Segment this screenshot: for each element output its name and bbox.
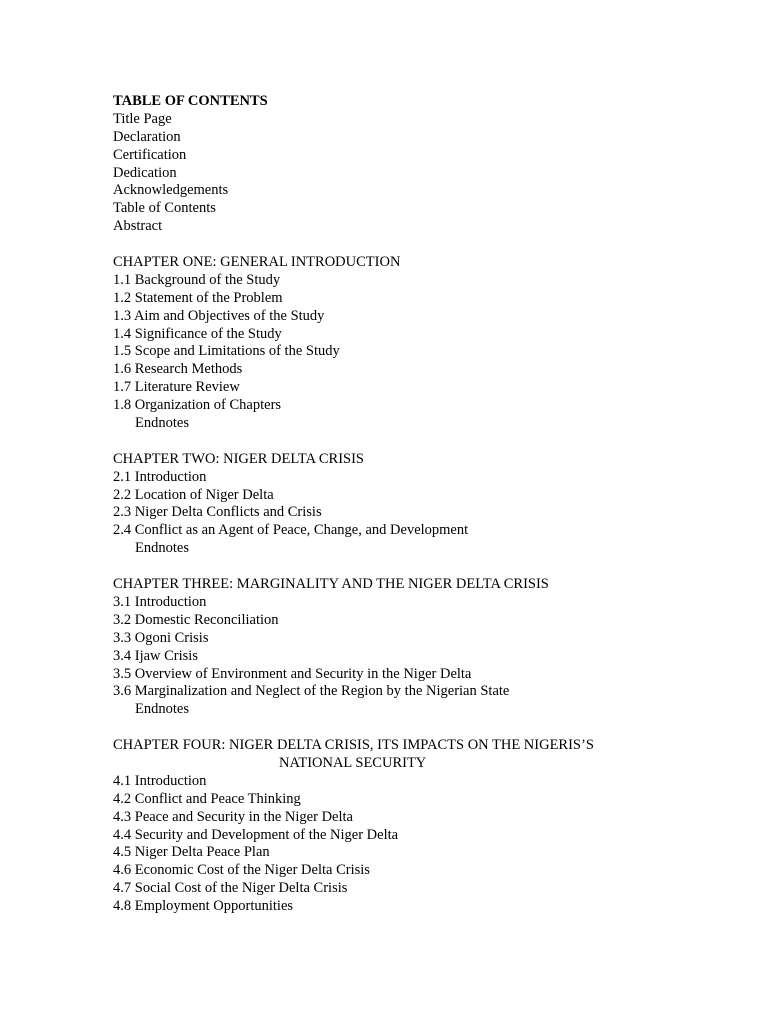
endnotes-item: Endnotes bbox=[135, 415, 189, 432]
section-item: 4.8 Employment Opportunities bbox=[113, 898, 294, 915]
section-item: 2.3 Niger Delta Conflicts and Crisis bbox=[113, 504, 322, 521]
toc-heading: TABLE OF CONTENTS bbox=[113, 93, 268, 109]
section-item: 1.4 Significance of the Study bbox=[113, 325, 282, 342]
chapter-title: CHAPTER TWO: NIGER DELTA CRISIS bbox=[113, 450, 364, 467]
chapter-title: CHAPTER THREE: MARGINALITY AND THE NIGER DELTA CRISIS bbox=[113, 576, 549, 593]
spacer bbox=[113, 719, 733, 737]
section-item: 2.1 Introduction bbox=[113, 468, 207, 485]
section-item: 2.4 Conflict as an Agent of Peace, Change, and Development bbox=[113, 522, 469, 539]
section-item: 4.1 Introduction bbox=[113, 772, 207, 789]
section-item: 3.6 Marginalization and Neglect of the Region by the Nigerian State bbox=[113, 683, 510, 700]
section-item: 1.7 Literature Review bbox=[113, 379, 240, 396]
chapter-three bbox=[113, 576, 733, 719]
section-item: 1.5 Scope and Limitations of the Study bbox=[113, 343, 340, 360]
section-item: 3.5 Overview of Environment and Security in the Niger Delta bbox=[113, 665, 472, 682]
chapter-two bbox=[113, 451, 733, 558]
spacer bbox=[113, 433, 733, 451]
section-item: 4.5 Niger Delta Peace Plan bbox=[113, 844, 270, 861]
front-matter-item: Table of Contents bbox=[113, 200, 216, 217]
section-item: 1.6 Research Methods bbox=[113, 361, 243, 378]
spacer bbox=[113, 236, 733, 254]
section-item: 1.1 Background of the Study bbox=[113, 271, 281, 288]
chapter-one bbox=[113, 254, 733, 433]
section-item: 4.7 Social Cost of the Niger Delta Crisis bbox=[113, 880, 348, 897]
section-item: 3.3 Ogoni Crisis bbox=[113, 629, 209, 646]
front-matter-item: Dedication bbox=[113, 164, 177, 181]
front-matter-item: Declaration bbox=[113, 128, 181, 145]
section-item: 2.2 Location of Niger Delta bbox=[113, 486, 274, 503]
section-item: 3.2 Domestic Reconciliation bbox=[113, 611, 279, 628]
section-item: 4.4 Security and Development of the Niger Delta bbox=[113, 826, 399, 843]
section-item: 4.6 Economic Cost of the Niger Delta Crisis bbox=[113, 862, 370, 879]
chapter-title-continued: NATIONAL SECURITY bbox=[279, 754, 427, 771]
front-matter-item: Certification bbox=[113, 146, 187, 163]
front-matter-item: Acknowledgements bbox=[113, 182, 229, 199]
endnotes-item: Endnotes bbox=[135, 540, 189, 557]
front-matter-list bbox=[113, 111, 733, 236]
section-item: 4.3 Peace and Security in the Niger Delta bbox=[113, 808, 353, 825]
chapter-title: CHAPTER ONE: GENERAL INTRODUCTION bbox=[113, 254, 401, 271]
section-item: 3.4 Ijaw Crisis bbox=[113, 647, 198, 664]
document-page bbox=[113, 93, 733, 916]
spacer bbox=[113, 558, 733, 576]
chapter-title: CHAPTER FOUR: NIGER DELTA CRISIS, ITS IMPACTS ON THE NIGERIS’S bbox=[113, 737, 594, 754]
front-matter-item: Abstract bbox=[113, 218, 163, 235]
endnotes-item: Endnotes bbox=[135, 701, 189, 718]
section-item: 4.2 Conflict and Peace Thinking bbox=[113, 790, 301, 807]
chapter-four bbox=[113, 737, 733, 916]
section-item: 1.2 Statement of the Problem bbox=[113, 289, 283, 306]
section-item: 1.8 Organization of Chapters bbox=[113, 397, 282, 414]
front-matter-item: Title Page bbox=[113, 110, 172, 127]
section-item: 1.3 Aim and Objectives of the Study bbox=[113, 307, 325, 324]
section-item: 3.1 Introduction bbox=[113, 593, 207, 610]
